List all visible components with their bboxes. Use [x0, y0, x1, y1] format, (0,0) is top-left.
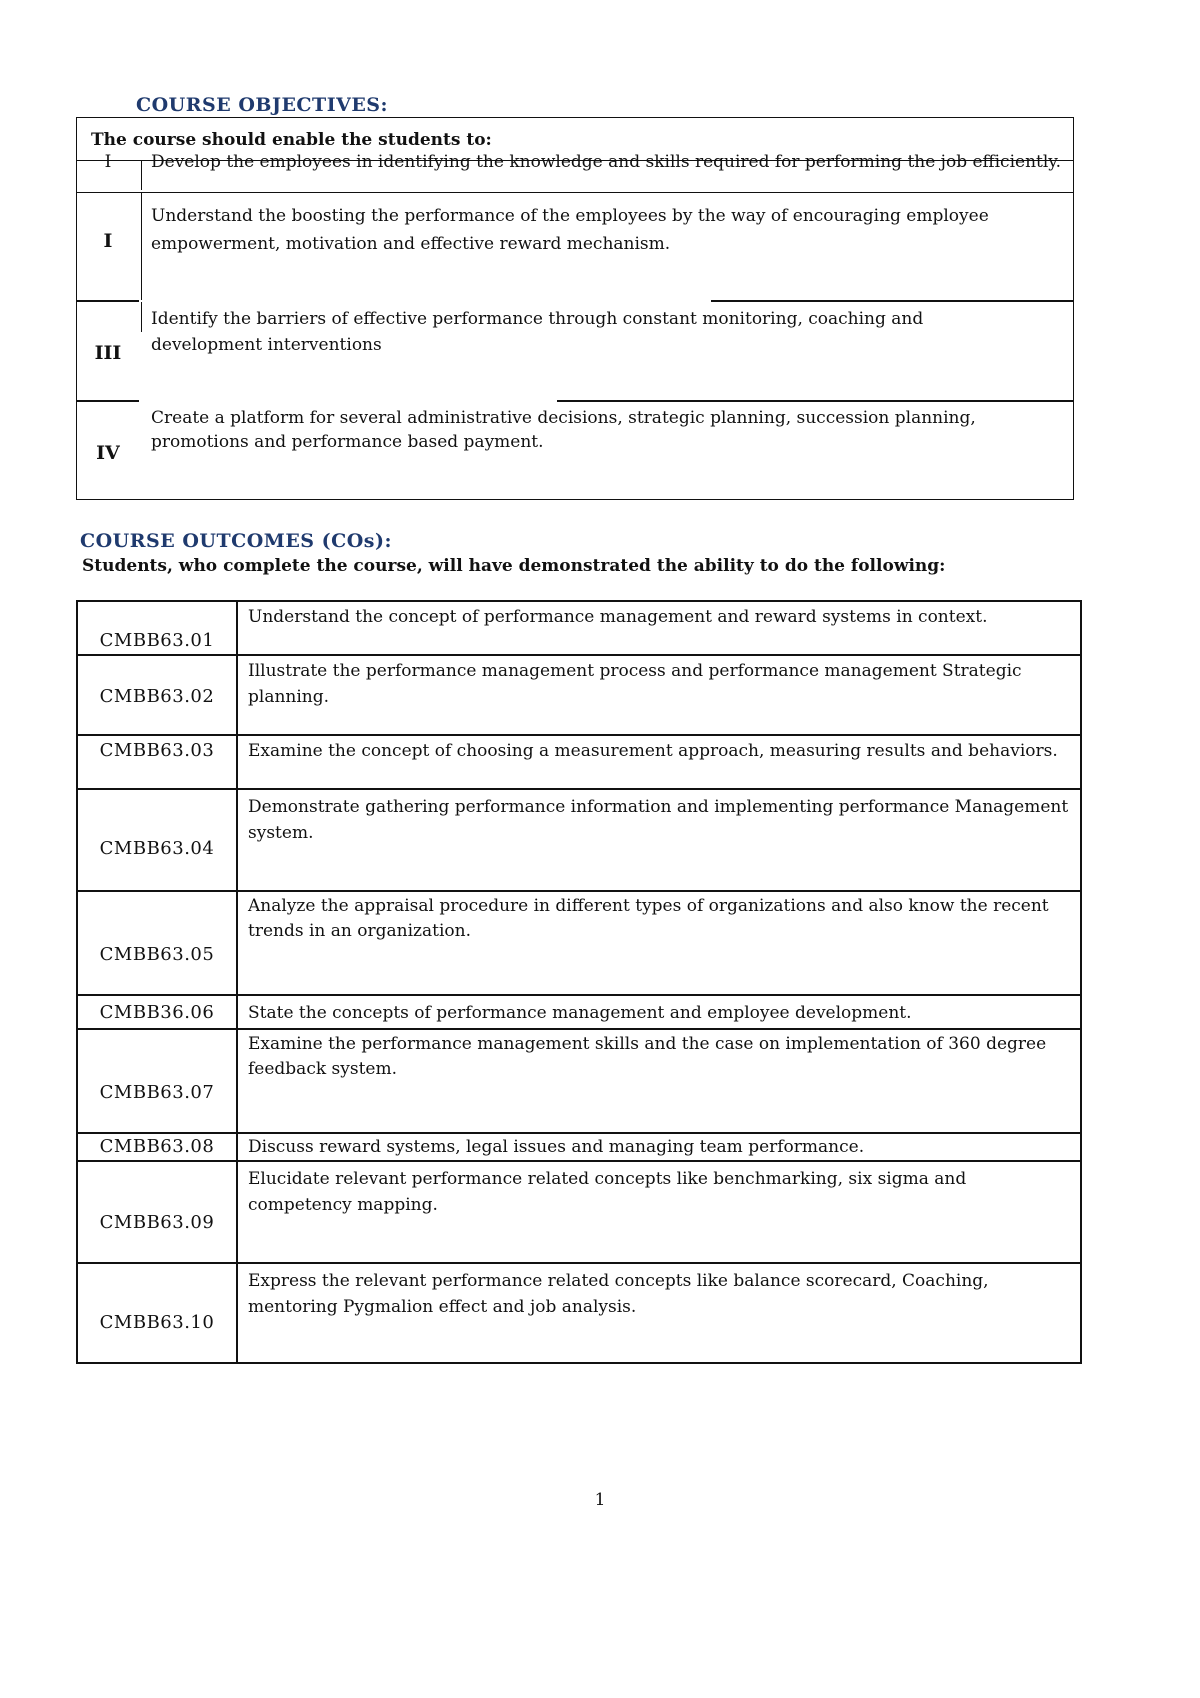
- objective-number: I: [103, 230, 113, 252]
- outcome-code: CMBB63.01: [99, 630, 215, 651]
- objective-text: Identify the barriers of effective performance through constant monitoring, coaching and development interventions: [151, 309, 924, 355]
- outcome-code: CMBB63.03: [99, 740, 215, 761]
- outcome-row: [78, 892, 1080, 996]
- objectives-intro: The course should enable the students to:: [91, 130, 492, 150]
- objective-text: Develop the employees in identifying the knowledge and skills required for performing the job efficiently.: [151, 152, 1062, 172]
- objective-row: [77, 302, 1073, 398]
- objectives-heading: COURSE OBJECTIVES:: [136, 94, 389, 116]
- outcome-code: CMBB63.02: [99, 686, 215, 707]
- outcome-text: Demonstrate gathering performance information and implementing performance Management system.: [248, 797, 1069, 843]
- outcomes-table: [76, 600, 1082, 1364]
- objectives-table: [76, 117, 1074, 500]
- outcome-text: Examine the performance management skills and the case on implementation of 360 degree feedback system.: [248, 1034, 1047, 1079]
- outcome-code: CMBB63.08: [99, 1136, 215, 1157]
- outcome-row: [78, 1030, 1080, 1134]
- outcome-row: [78, 656, 1080, 736]
- outcome-text: Illustrate the performance management process and performance management Strategic planning.: [248, 661, 1022, 707]
- column-divider: [141, 302, 142, 332]
- objective-text: Create a platform for several administrative decisions, strategic planning, succession planning, promotions and performance based payment.: [151, 408, 976, 452]
- outcome-row: [78, 1162, 1080, 1264]
- page-number: 1: [594, 1490, 606, 1510]
- outcome-text: Understand the concept of performance management and reward systems in context.: [248, 607, 988, 627]
- outcome-code: CMBB63.07: [99, 1082, 215, 1103]
- outcome-text: Discuss reward systems, legal issues and managing team performance.: [248, 1137, 865, 1157]
- objective-number: I: [104, 152, 112, 172]
- outcome-text: Express the relevant performance related concepts like balance scorecard, Coaching, mentoring Pygmalion effect and job analysis.: [248, 1271, 989, 1317]
- outcome-code: CMBB63.09: [99, 1212, 215, 1233]
- outcome-code: CMBB63.05: [99, 944, 215, 965]
- outcome-row: [78, 736, 1080, 790]
- outcome-row: [78, 1134, 1080, 1162]
- objective-row: [77, 192, 1073, 296]
- outcome-row: [78, 1264, 1080, 1362]
- objective-row: [77, 402, 1073, 498]
- outcomes-heading: COURSE OUTCOMES (COs):: [80, 530, 392, 552]
- objective-number: IV: [96, 442, 120, 464]
- outcome-code: CMBB63.10: [99, 1312, 215, 1333]
- outcome-code: CMBB63.04: [99, 838, 215, 859]
- objective-number: III: [94, 342, 122, 364]
- column-divider: [141, 192, 142, 300]
- outcome-row: [78, 602, 1080, 656]
- outcomes-intro: Students, who complete the course, will have demonstrated the ability to do the following:: [82, 556, 946, 576]
- outcome-text: Examine the concept of choosing a measurement approach, measuring results and behaviors.: [248, 741, 1058, 761]
- outcome-row: [78, 996, 1080, 1030]
- outcome-text: Elucidate relevant performance related concepts like benchmarking, six sigma and competency mapping.: [248, 1169, 967, 1215]
- objective-row: [77, 152, 1073, 192]
- objective-text: Understand the boosting the performance of the employees by the way of encouraging employee empowerment, motivation and effective reward mechanism.: [151, 206, 989, 254]
- outcome-text: State the concepts of performance management and employee development.: [248, 1003, 912, 1023]
- outcome-code: CMBB36.06: [99, 1002, 215, 1023]
- outcome-row: [78, 790, 1080, 892]
- outcome-text: Analyze the appraisal procedure in different types of organizations and also know the recent trends in an organization.: [248, 896, 1049, 941]
